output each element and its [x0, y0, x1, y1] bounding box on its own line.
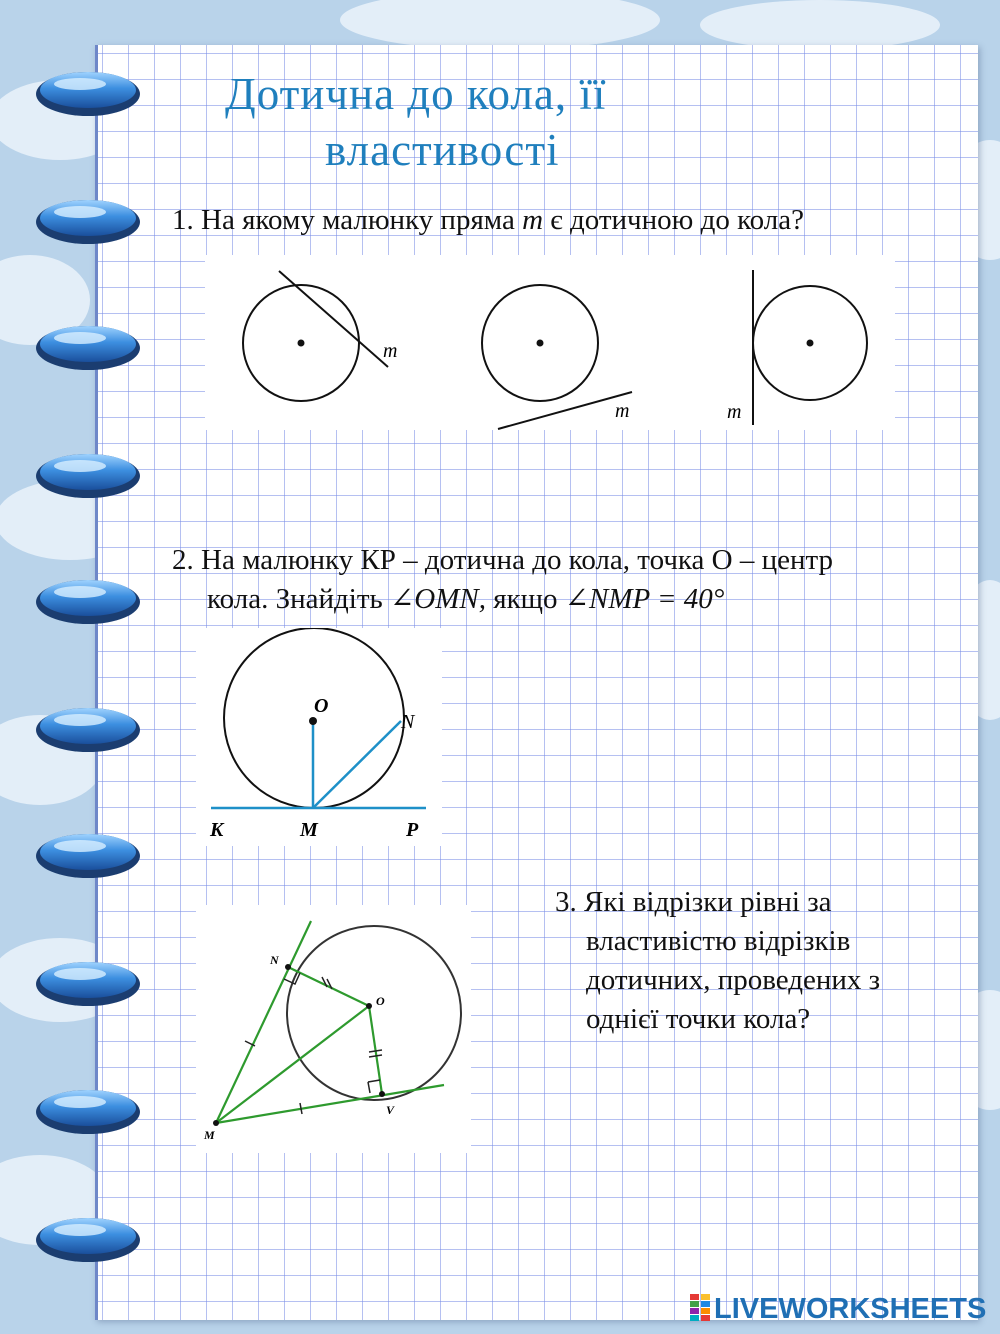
- figure-1b-nonintersecting: [482, 285, 632, 429]
- figure-2-label-m: M: [300, 819, 318, 841]
- figure-2-label-k: K: [210, 819, 224, 841]
- figure-1a-secant: [243, 271, 397, 401]
- ring-1: [36, 72, 140, 116]
- ring-2: [36, 200, 140, 244]
- question-1-text-a: 1. На якому малюнку пряма: [172, 204, 523, 236]
- figure-2-label-p: P: [406, 819, 419, 841]
- ring-5: [36, 580, 140, 624]
- figure-1c-label-m: m: [727, 401, 742, 423]
- question-2-line-1: 2. На малюнку КР – дотична до кола, точка О – центр: [172, 544, 834, 576]
- question-3: [555, 883, 955, 1039]
- figure-1a-label-m: m: [383, 340, 398, 362]
- question-2-line-2: [172, 580, 952, 619]
- question-1-text-b: є дотичною до кола?: [543, 204, 805, 236]
- ring-6: [36, 708, 140, 752]
- question-2-angle-omn: ∠OMN,: [389, 583, 486, 615]
- figure-1b-label-m: m: [615, 400, 630, 422]
- liveworksheets-logo-icon: [690, 1294, 710, 1322]
- question-1: [172, 201, 952, 240]
- figure-3-two-tangents: [196, 905, 471, 1153]
- figure-2-label-o: O: [314, 695, 329, 717]
- question-2-angle-nmp: ∠NMP = 40°: [564, 583, 725, 615]
- figure-3-label-o: O: [376, 994, 385, 1008]
- figure-3-label-n: N: [270, 953, 279, 967]
- page-title: [225, 66, 745, 178]
- question-2-text-a: кола. Знайдіть: [207, 583, 390, 615]
- ring-3: [36, 326, 140, 370]
- title-line-2: властивості: [325, 125, 560, 175]
- question-2: [172, 541, 952, 619]
- ring-4: [36, 454, 140, 498]
- ring-7: [36, 834, 140, 878]
- figure-1c-tangent: [727, 270, 867, 425]
- question-3-line-2: властивістю відрізків: [586, 925, 851, 957]
- title-line-1: Дотична до кола, її: [225, 69, 607, 119]
- figure-3-label-m: M: [204, 1128, 215, 1142]
- ring-8: [36, 962, 140, 1006]
- question-1-variable: m: [522, 204, 544, 236]
- notebook-rings: [0, 0, 160, 1334]
- liveworksheets-watermark: [690, 1293, 986, 1327]
- question-3-line-4: однієї точки кола?: [586, 1003, 811, 1035]
- figure-2-tangent-kp: [196, 628, 442, 846]
- ring-10: [36, 1218, 140, 1262]
- figure-3-label-v: V: [386, 1103, 395, 1117]
- question-2-text-b: якщо: [485, 583, 565, 615]
- question-3-line-3: дотичних, проведених з: [586, 964, 881, 996]
- question-3-line-1: 3. Які відрізки рівні за: [555, 886, 832, 918]
- ring-9: [36, 1090, 140, 1134]
- figure-2-label-n: N: [401, 711, 415, 733]
- watermark-text: LIVEWORKSHEETS: [714, 1293, 987, 1325]
- figure-1-tangent-options: [205, 255, 895, 430]
